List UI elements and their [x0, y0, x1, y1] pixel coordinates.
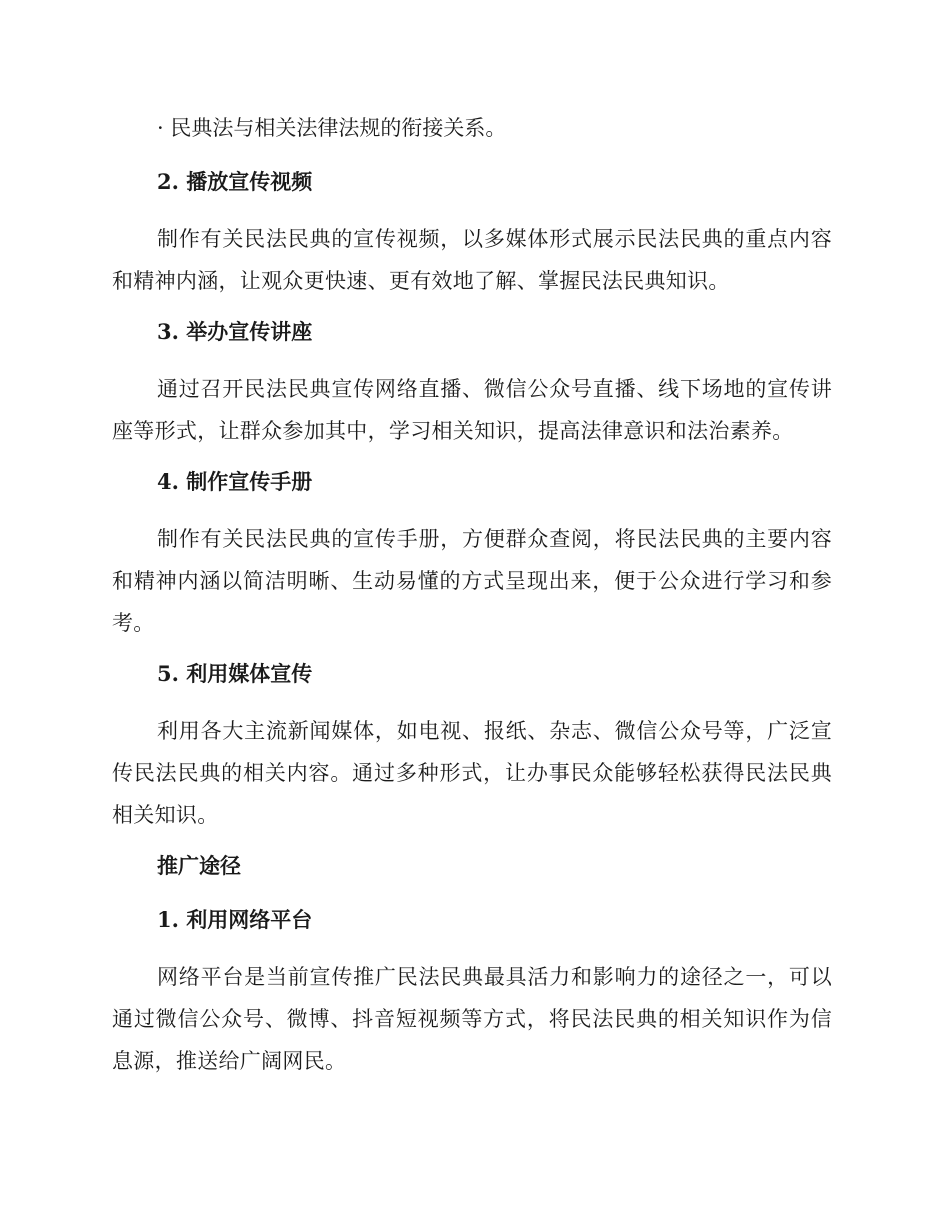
- section-heading-5: 5. 利用媒体宣传: [157, 661, 313, 686]
- section-paragraph-2: 制作有关民法民典的宣传视频，以多媒体形式展示民法民典的重点内容和精神内涵，让观众更快速、更有效地了解、掌握民法民典知识。: [112, 227, 832, 293]
- section-heading-4: 4. 制作宣传手册: [157, 469, 313, 494]
- promotion-title: 推广途径: [157, 853, 241, 878]
- promotion-heading-1: 1. 利用网络平台: [157, 907, 313, 932]
- section-heading-3: 3. 举办宣传讲座: [157, 319, 313, 344]
- section-paragraph-3: 通过召开民法民典宣传网络直播、微信公众号直播、线下场地的宣传讲座等形式，让群众参加其中，学习相关知识，提高法律意识和法治素养。: [112, 377, 832, 443]
- section-heading-2: 2. 播放宣传视频: [157, 169, 313, 194]
- bullet-line: · 民典法与相关法律法规的衔接关系。: [157, 116, 507, 140]
- promotion-paragraph-1: 网络平台是当前宣传推广民法民典最具活力和影响力的途径之一，可以通过微信公众号、微博、抖音短视频等方式，将民法民典的相关知识作为信息源，推送给广阔网民。: [112, 965, 832, 1073]
- section-paragraph-4: 制作有关民法民典的宣传手册，方便群众查阅，将民法民典的主要内容和精神内涵以简洁明晰、生动易懂的方式呈现出来，便于公众进行学习和参考。: [112, 527, 832, 635]
- document-page: [112, 110, 832, 1094]
- section-paragraph-5: 利用各大主流新闻媒体，如电视、报纸、杂志、微信公众号等，广泛宣传民法民典的相关内容。通过多种形式，让办事民众能够轻松获得民法民典相关知识。: [112, 719, 832, 827]
